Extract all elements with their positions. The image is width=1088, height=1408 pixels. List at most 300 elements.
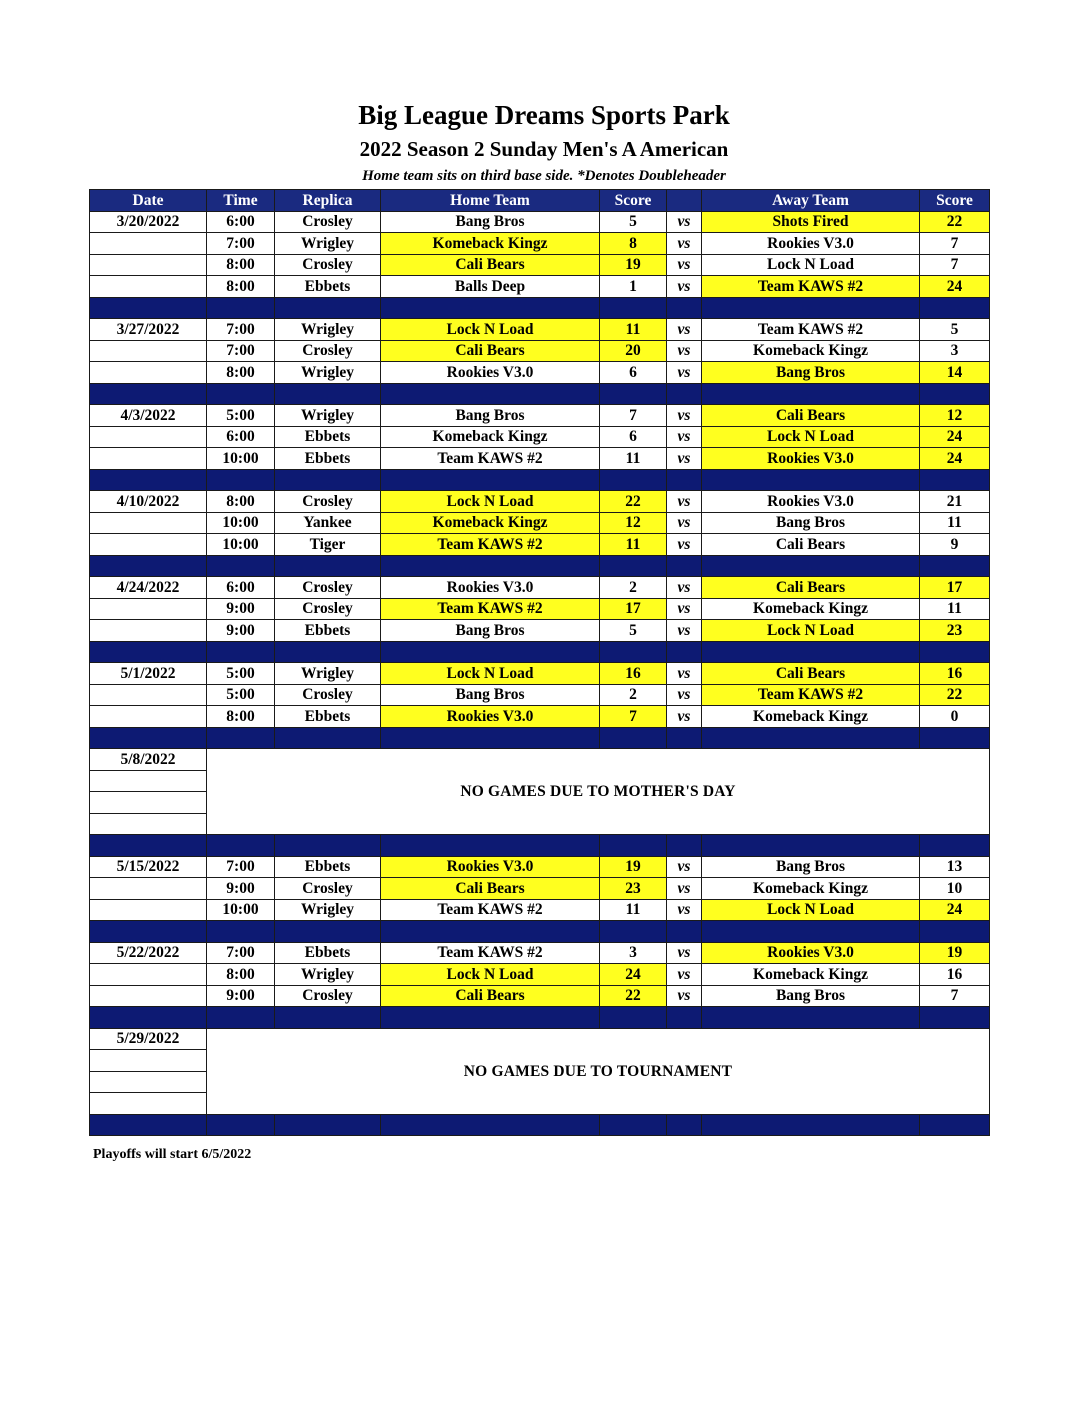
vs-label: vs	[667, 448, 702, 470]
away-team: Team KAWS #2	[702, 276, 920, 298]
vs-label: vs	[667, 964, 702, 986]
separator-cell	[381, 921, 600, 943]
away-team: Lock N Load	[702, 899, 920, 921]
separator-cell	[381, 835, 600, 857]
away-score: 24	[920, 899, 990, 921]
game-time: 7:00	[207, 319, 275, 341]
vs-label: vs	[667, 620, 702, 642]
vs-label: vs	[667, 512, 702, 534]
home-score: 6	[600, 426, 667, 448]
game-date	[90, 233, 207, 255]
home-score: 17	[600, 598, 667, 620]
game-time: 6:00	[207, 577, 275, 599]
away-team: Bang Bros	[702, 512, 920, 534]
separator-cell	[920, 1007, 990, 1029]
away-score: 16	[920, 663, 990, 685]
separator-cell	[702, 469, 920, 491]
game-date	[90, 620, 207, 642]
vs-label: vs	[667, 985, 702, 1007]
away-score: 12	[920, 405, 990, 427]
separator-cell	[667, 383, 702, 405]
game-row	[90, 856, 990, 878]
no-games-message: NO GAMES DUE TO MOTHER'S DAY	[207, 749, 990, 835]
separator-cell	[207, 1114, 275, 1136]
game-field: Ebbets	[275, 942, 381, 964]
separator-cell	[920, 641, 990, 663]
away-team: Team KAWS #2	[702, 319, 920, 341]
game-row	[90, 964, 990, 986]
game-row	[90, 534, 990, 556]
separator-cell	[90, 555, 207, 577]
game-date	[90, 964, 207, 986]
home-team: Lock N Load	[381, 663, 600, 685]
game-row	[90, 211, 990, 233]
vs-label: vs	[667, 340, 702, 362]
separator-cell	[920, 727, 990, 749]
separator-cell	[667, 641, 702, 663]
separator-cell	[667, 921, 702, 943]
game-date: 5/1/2022	[90, 663, 207, 685]
separator-cell	[667, 555, 702, 577]
park-title: Big League Dreams Sports Park	[358, 100, 730, 130]
home-team: Team KAWS #2	[381, 598, 600, 620]
no-games-date	[90, 813, 207, 835]
home-score: 3	[600, 942, 667, 964]
game-field: Wrigley	[275, 405, 381, 427]
home-score: 19	[600, 254, 667, 276]
game-row	[90, 899, 990, 921]
game-row	[90, 254, 990, 276]
separator-cell	[90, 921, 207, 943]
away-team: Komeback Kingz	[702, 340, 920, 362]
game-time: 10:00	[207, 448, 275, 470]
away-team: Rookies V3.0	[702, 233, 920, 255]
game-row	[90, 491, 990, 513]
separator-cell	[667, 469, 702, 491]
game-field: Crosley	[275, 491, 381, 513]
home-team: Komeback Kingz	[381, 426, 600, 448]
separator-cell	[381, 469, 600, 491]
separator-cell	[702, 555, 920, 577]
away-score: 10	[920, 878, 990, 900]
away-score: 19	[920, 942, 990, 964]
separator-cell	[275, 921, 381, 943]
separator-cell	[275, 1114, 381, 1136]
separator-cell	[667, 1007, 702, 1029]
home-team: Komeback Kingz	[381, 233, 600, 255]
game-field: Ebbets	[275, 276, 381, 298]
game-row	[90, 878, 990, 900]
separator-cell	[275, 727, 381, 749]
home-team: Rookies V3.0	[381, 856, 600, 878]
away-score: 11	[920, 598, 990, 620]
separator-cell	[275, 383, 381, 405]
vs-label: vs	[667, 942, 702, 964]
separator-cell	[381, 727, 600, 749]
separator-cell	[207, 1007, 275, 1029]
game-field: Wrigley	[275, 964, 381, 986]
home-score: 11	[600, 534, 667, 556]
game-row	[90, 233, 990, 255]
away-team: Cali Bears	[702, 405, 920, 427]
separator-cell	[275, 297, 381, 319]
game-field: Yankee	[275, 512, 381, 534]
game-time: 8:00	[207, 276, 275, 298]
separator-cell	[920, 469, 990, 491]
home-team: Cali Bears	[381, 340, 600, 362]
home-score: 5	[600, 620, 667, 642]
away-score: 11	[920, 512, 990, 534]
home-score: 6	[600, 362, 667, 384]
separator-cell	[381, 1114, 600, 1136]
separator-cell	[381, 1007, 600, 1029]
game-row	[90, 426, 990, 448]
col-time: Time	[207, 190, 275, 212]
game-time: 8:00	[207, 491, 275, 513]
game-date	[90, 684, 207, 706]
away-team: Bang Bros	[702, 985, 920, 1007]
home-score: 11	[600, 899, 667, 921]
separator-cell	[920, 921, 990, 943]
away-team: Bang Bros	[702, 856, 920, 878]
home-score: 11	[600, 319, 667, 341]
vs-label: vs	[667, 426, 702, 448]
separator-cell	[600, 555, 667, 577]
game-time: 8:00	[207, 964, 275, 986]
game-field: Crosley	[275, 598, 381, 620]
game-date: 4/10/2022	[90, 491, 207, 513]
away-score: 16	[920, 964, 990, 986]
col-away-team: Away Team	[702, 190, 920, 212]
away-team: Rookies V3.0	[702, 942, 920, 964]
col-home-team: Home Team	[381, 190, 600, 212]
separator-cell	[920, 383, 990, 405]
separator-cell	[920, 297, 990, 319]
away-score: 13	[920, 856, 990, 878]
home-score: 24	[600, 964, 667, 986]
home-team: Rookies V3.0	[381, 706, 600, 728]
home-team: Team KAWS #2	[381, 534, 600, 556]
vs-label: vs	[667, 598, 702, 620]
game-time: 9:00	[207, 878, 275, 900]
home-team: Rookies V3.0	[381, 362, 600, 384]
separator-cell	[90, 1007, 207, 1029]
away-team: Komeback Kingz	[702, 598, 920, 620]
vs-label: vs	[667, 276, 702, 298]
game-row	[90, 319, 990, 341]
home-team: Cali Bears	[381, 254, 600, 276]
vs-label: vs	[667, 211, 702, 233]
game-row	[90, 405, 990, 427]
home-team: Team KAWS #2	[381, 942, 600, 964]
game-date	[90, 899, 207, 921]
game-time: 8:00	[207, 706, 275, 728]
separator-cell	[600, 469, 667, 491]
no-games-message: NO GAMES DUE TO TOURNAMENT	[207, 1028, 990, 1114]
separator-cell	[702, 641, 920, 663]
separator-cell	[275, 1007, 381, 1029]
separator-cell	[381, 641, 600, 663]
no-games-date: 5/8/2022	[90, 749, 207, 771]
separator-cell	[667, 1114, 702, 1136]
separator-cell	[381, 555, 600, 577]
game-field: Ebbets	[275, 426, 381, 448]
playoffs-note: Playoffs will start 6/5/2022	[93, 1147, 252, 1162]
game-row	[90, 942, 990, 964]
away-score: 7	[920, 254, 990, 276]
separator-cell	[600, 297, 667, 319]
home-team: Team KAWS #2	[381, 448, 600, 470]
home-team: Cali Bears	[381, 878, 600, 900]
separator-cell	[381, 297, 600, 319]
away-score: 17	[920, 577, 990, 599]
separator-cell	[702, 835, 920, 857]
separator-row	[90, 835, 990, 857]
home-score: 2	[600, 684, 667, 706]
game-row	[90, 706, 990, 728]
game-time: 8:00	[207, 254, 275, 276]
separator-cell	[90, 1114, 207, 1136]
separator-cell	[702, 297, 920, 319]
separator-row	[90, 555, 990, 577]
game-field: Crosley	[275, 684, 381, 706]
no-games-row	[90, 749, 990, 771]
away-score: 23	[920, 620, 990, 642]
home-score: 22	[600, 491, 667, 513]
game-date	[90, 254, 207, 276]
game-field: Crosley	[275, 340, 381, 362]
away-team: Cali Bears	[702, 577, 920, 599]
separator-cell	[702, 921, 920, 943]
game-time: 10:00	[207, 534, 275, 556]
separator-cell	[207, 555, 275, 577]
game-time: 6:00	[207, 211, 275, 233]
separator-cell	[667, 727, 702, 749]
game-date	[90, 448, 207, 470]
away-team: Cali Bears	[702, 663, 920, 685]
home-team: Lock N Load	[381, 964, 600, 986]
away-score: 22	[920, 211, 990, 233]
separator-cell	[920, 835, 990, 857]
away-score: 22	[920, 684, 990, 706]
separator-cell	[600, 727, 667, 749]
game-row	[90, 512, 990, 534]
away-score: 3	[920, 340, 990, 362]
separator-row	[90, 1007, 990, 1029]
home-score: 11	[600, 448, 667, 470]
vs-label: vs	[667, 491, 702, 513]
header-row	[90, 190, 990, 212]
away-team: Lock N Load	[702, 620, 920, 642]
separator-row	[90, 383, 990, 405]
game-time: 5:00	[207, 684, 275, 706]
separator-cell	[275, 555, 381, 577]
separator-row	[90, 921, 990, 943]
game-time: 7:00	[207, 942, 275, 964]
separator-cell	[667, 835, 702, 857]
separator-cell	[667, 297, 702, 319]
away-score: 0	[920, 706, 990, 728]
no-games-date	[90, 1050, 207, 1072]
home-score: 8	[600, 233, 667, 255]
home-score: 16	[600, 663, 667, 685]
vs-label: vs	[667, 319, 702, 341]
separator-cell	[207, 727, 275, 749]
home-team: Cali Bears	[381, 985, 600, 1007]
game-date: 4/24/2022	[90, 577, 207, 599]
game-field: Ebbets	[275, 706, 381, 728]
separator-cell	[600, 1007, 667, 1029]
game-row	[90, 577, 990, 599]
game-field: Crosley	[275, 878, 381, 900]
away-score: 21	[920, 491, 990, 513]
home-score: 12	[600, 512, 667, 534]
vs-label: vs	[667, 405, 702, 427]
separator-cell	[702, 727, 920, 749]
away-score: 9	[920, 534, 990, 556]
away-team: Komeback Kingz	[702, 964, 920, 986]
vs-label: vs	[667, 706, 702, 728]
game-time: 5:00	[207, 663, 275, 685]
separator-cell	[381, 383, 600, 405]
game-row	[90, 362, 990, 384]
separator-cell	[600, 921, 667, 943]
game-row	[90, 276, 990, 298]
home-score: 5	[600, 211, 667, 233]
separator-cell	[600, 641, 667, 663]
game-date	[90, 276, 207, 298]
game-date	[90, 340, 207, 362]
game-field: Crosley	[275, 985, 381, 1007]
game-field: Crosley	[275, 254, 381, 276]
home-team: Komeback Kingz	[381, 512, 600, 534]
separator-row	[90, 469, 990, 491]
game-row	[90, 448, 990, 470]
home-score: 1	[600, 276, 667, 298]
game-time: 7:00	[207, 340, 275, 362]
away-score: 24	[920, 276, 990, 298]
game-time: 8:00	[207, 362, 275, 384]
game-field: Wrigley	[275, 899, 381, 921]
home-team: Balls Deep	[381, 276, 600, 298]
separator-cell	[207, 297, 275, 319]
game-date: 5/22/2022	[90, 942, 207, 964]
col-date: Date	[90, 190, 207, 212]
home-score: 20	[600, 340, 667, 362]
separator-cell	[920, 555, 990, 577]
separator-cell	[275, 835, 381, 857]
vs-label: vs	[667, 233, 702, 255]
separator-cell	[90, 727, 207, 749]
home-team: Lock N Load	[381, 319, 600, 341]
game-row	[90, 598, 990, 620]
game-field: Crosley	[275, 211, 381, 233]
away-team: Komeback Kingz	[702, 706, 920, 728]
league-title: 2022 Season 2 Sunday Men's A American	[359, 137, 729, 161]
separator-cell	[207, 641, 275, 663]
home-team: Bang Bros	[381, 211, 600, 233]
game-row	[90, 620, 990, 642]
separator-cell	[702, 1007, 920, 1029]
game-date	[90, 534, 207, 556]
away-score: 24	[920, 448, 990, 470]
away-score: 5	[920, 319, 990, 341]
separator-cell	[207, 921, 275, 943]
game-time: 7:00	[207, 233, 275, 255]
game-field: Crosley	[275, 577, 381, 599]
home-score: 2	[600, 577, 667, 599]
game-field: Wrigley	[275, 319, 381, 341]
separator-cell	[207, 469, 275, 491]
game-field: Ebbets	[275, 448, 381, 470]
home-score: 19	[600, 856, 667, 878]
schedule-table	[89, 189, 990, 1136]
home-team: Bang Bros	[381, 405, 600, 427]
game-field: Wrigley	[275, 362, 381, 384]
away-score: 14	[920, 362, 990, 384]
away-team: Bang Bros	[702, 362, 920, 384]
home-team: Bang Bros	[381, 620, 600, 642]
game-row	[90, 985, 990, 1007]
away-team: Cali Bears	[702, 534, 920, 556]
away-team: Komeback Kingz	[702, 878, 920, 900]
no-games-date	[90, 1093, 207, 1115]
home-score: 23	[600, 878, 667, 900]
home-team: Bang Bros	[381, 684, 600, 706]
game-row	[90, 684, 990, 706]
away-team: Team KAWS #2	[702, 684, 920, 706]
away-team: Lock N Load	[702, 426, 920, 448]
separator-cell	[600, 835, 667, 857]
game-date: 3/27/2022	[90, 319, 207, 341]
vs-label: vs	[667, 534, 702, 556]
away-team: Rookies V3.0	[702, 491, 920, 513]
game-date: 3/20/2022	[90, 211, 207, 233]
vs-label: vs	[667, 254, 702, 276]
game-date	[90, 878, 207, 900]
game-time: 9:00	[207, 985, 275, 1007]
separator-cell	[275, 469, 381, 491]
vs-label: vs	[667, 856, 702, 878]
away-team: Shots Fired	[702, 211, 920, 233]
home-team: Lock N Load	[381, 491, 600, 513]
game-time: 6:00	[207, 426, 275, 448]
vs-label: vs	[667, 577, 702, 599]
game-date	[90, 598, 207, 620]
separator-cell	[600, 1114, 667, 1136]
separator-row	[90, 297, 990, 319]
game-field: Ebbets	[275, 856, 381, 878]
game-time: 10:00	[207, 899, 275, 921]
away-score: 7	[920, 233, 990, 255]
vs-label: vs	[667, 878, 702, 900]
no-games-date: 5/29/2022	[90, 1028, 207, 1050]
game-time: 7:00	[207, 856, 275, 878]
game-field: Wrigley	[275, 233, 381, 255]
separator-cell	[600, 383, 667, 405]
vs-label: vs	[667, 684, 702, 706]
col-vs	[667, 190, 702, 212]
no-games-date	[90, 1071, 207, 1093]
away-team: Lock N Load	[702, 254, 920, 276]
col-away-score: Score	[920, 190, 990, 212]
game-date	[90, 512, 207, 534]
game-date	[90, 985, 207, 1007]
separator-cell	[920, 1114, 990, 1136]
game-field: Ebbets	[275, 620, 381, 642]
game-time: 9:00	[207, 620, 275, 642]
separator-cell	[90, 835, 207, 857]
